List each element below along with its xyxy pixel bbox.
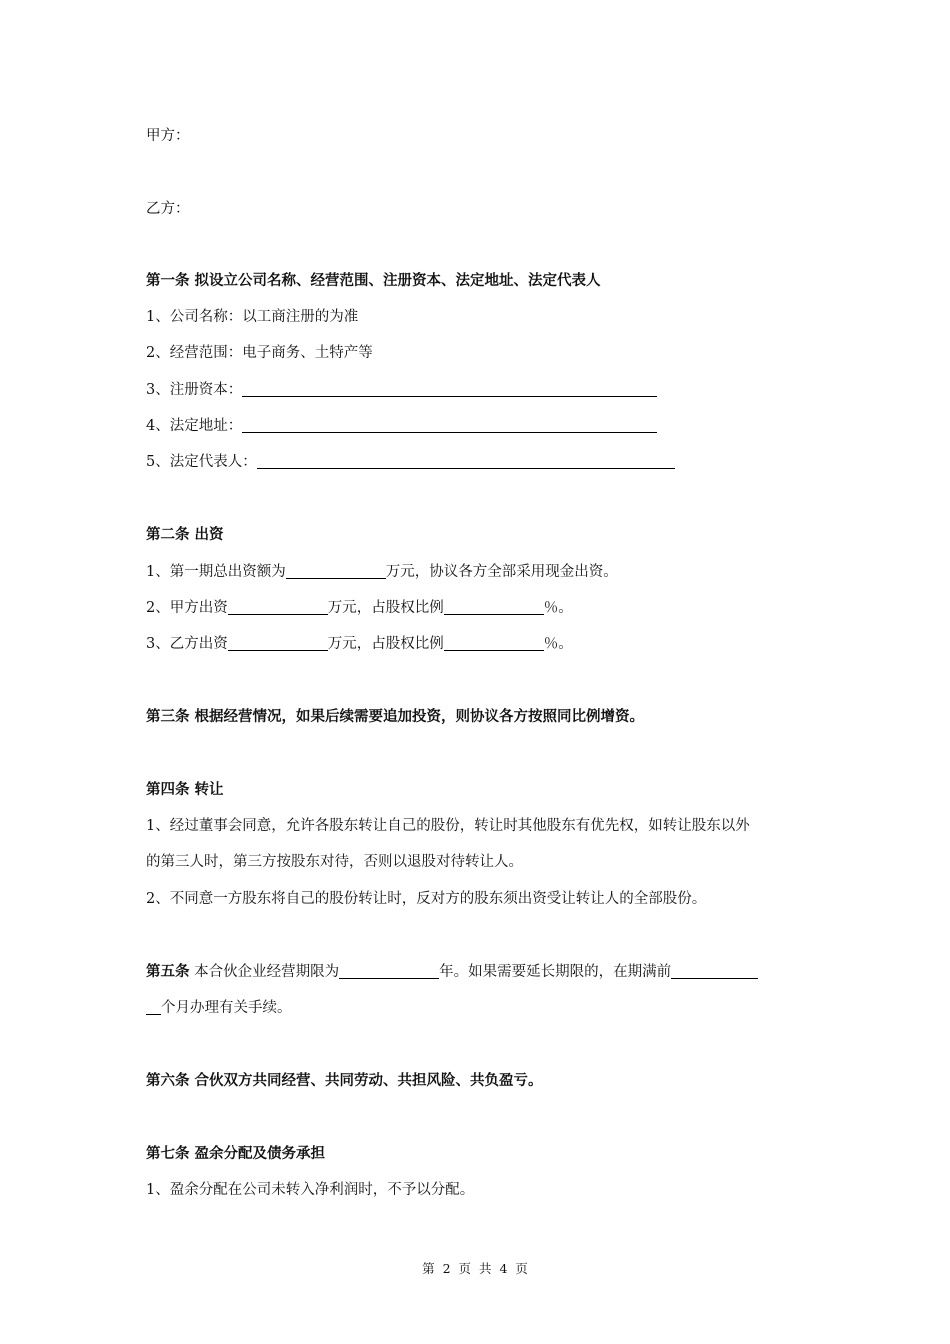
article-2-item-2 bbox=[146, 598, 573, 618]
article-4-paragraph-1-line-1: 1、经过董事会同意，允许各股东转让自己的股份，转让时其他股东有优先权，如转让股东以外 bbox=[146, 818, 750, 834]
term-years-blank bbox=[339, 962, 439, 979]
legal-address-label: 4、法定地址： bbox=[146, 418, 243, 434]
extension-months-blank-continued bbox=[146, 998, 161, 1015]
legal-address-blank bbox=[242, 416, 657, 433]
legal-representative-blank bbox=[257, 452, 675, 469]
article-5-extension-label: 年。如果需要延长期限的，在期满前 bbox=[439, 964, 672, 980]
article-5-line-2 bbox=[146, 998, 292, 1018]
registered-capital-blank bbox=[242, 380, 657, 397]
party-b-share-suffix: ％。 bbox=[543, 636, 573, 652]
party-b-share-label: 万元，占股权比例 bbox=[327, 636, 444, 652]
party-b-label: 乙方： bbox=[146, 201, 190, 217]
party-a-share-suffix: ％。 bbox=[543, 600, 573, 616]
legal-representative-label: 5、法定代表人： bbox=[146, 454, 257, 470]
registered-capital-label: 3、注册资本： bbox=[146, 382, 243, 398]
article-5-label: 第五条 bbox=[146, 963, 190, 980]
party-a-label: 甲方： bbox=[146, 128, 190, 144]
party-b-investment-label: 3、乙方出资 bbox=[146, 636, 228, 652]
total-investment-suffix: 万元，协议各方全部采用现金出资。 bbox=[385, 564, 618, 580]
article-3-heading: 第三条 根据经营情况，如果后续需要追加投资，则协议各方按照同比例增资。 bbox=[146, 708, 645, 725]
article-7-heading: 第七条 盈余分配及债务承担 bbox=[146, 1145, 326, 1162]
extension-months-blank bbox=[671, 962, 758, 979]
article-2-heading: 第二条 出资 bbox=[146, 526, 224, 543]
article-1-item-4 bbox=[146, 416, 657, 436]
article-2-item-1 bbox=[146, 562, 618, 582]
party-a-investment-blank bbox=[228, 598, 328, 615]
article-4-paragraph-2: 2、不同意一方股东将自己的股份转让时，反对方的股东须出资受让转让人的全部股份。 bbox=[146, 891, 707, 907]
article-5-procedure-text: 个月办理有关手续。 bbox=[161, 1000, 292, 1016]
article-1-item-3 bbox=[146, 380, 657, 400]
article-1-item-5 bbox=[146, 452, 675, 472]
article-1-item-2: 2、经营范围：电子商务、土特产等 bbox=[146, 345, 373, 361]
party-b-share-blank bbox=[444, 634, 544, 651]
article-5-line-1 bbox=[146, 962, 758, 982]
article-1-heading: 第一条 拟设立公司名称、经营范围、注册资本、法定地址、法定代表人 bbox=[146, 272, 601, 289]
article-4-heading: 第四条 转让 bbox=[146, 781, 224, 798]
party-a-share-label: 万元，占股权比例 bbox=[327, 600, 444, 616]
article-7-paragraph-1: 1、盈余分配在公司未转入净利润时，不予以分配。 bbox=[146, 1182, 475, 1198]
page-footer: 第 2 页 共 4 页 bbox=[422, 1261, 528, 1276]
total-investment-label: 1、第一期总出资额为 bbox=[146, 564, 286, 580]
article-2-item-3 bbox=[146, 634, 573, 654]
article-5-term-label: 本合伙企业经营期限为 bbox=[189, 964, 340, 980]
article-1-item-1: 1、公司名称：以工商注册的为准 bbox=[146, 309, 359, 325]
party-a-share-blank bbox=[444, 598, 544, 615]
party-a-investment-label: 2、甲方出资 bbox=[146, 600, 228, 616]
article-4-paragraph-1-line-2: 的第三人时，第三方按股东对待，否则以退股对待转让人。 bbox=[146, 854, 523, 870]
party-b-investment-blank bbox=[228, 634, 328, 651]
total-investment-blank bbox=[286, 562, 386, 579]
article-6-heading: 第六条 合伙双方共同经营、共同劳动、共担风险、共负盈亏。 bbox=[146, 1072, 543, 1089]
